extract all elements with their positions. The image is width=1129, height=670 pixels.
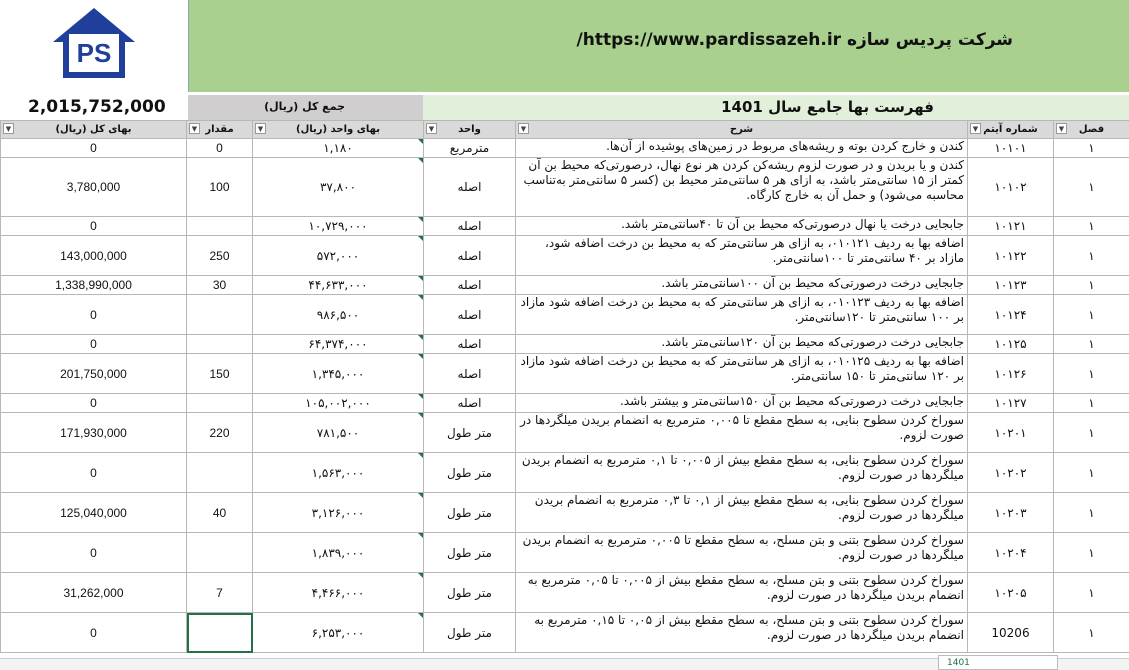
cell-chapter[interactable]: ۱ [1054, 613, 1129, 653]
cell-uom[interactable]: متر طول [424, 533, 516, 573]
cell-description[interactable]: سوراخ کردن سطوح بتنی و بتن مسلح، به سطح مقطع بیش از ۰,۰۰۵ تا ۰,۰۵ مترمربع به انضمام بریدن میلگردها در صورت لزوم. [516, 573, 968, 613]
grand-total-label[interactable]: جمع کل (ریال) [188, 95, 423, 120]
cell-total[interactable]: 0 [1, 295, 187, 335]
column-header-code[interactable]: شماره آیتم ▼ [968, 121, 1054, 139]
cell-item-code[interactable]: ۱۰۲۰۵ [968, 573, 1054, 613]
cell-unit-price[interactable]: ۳,۱۲۶,۰۰۰ [253, 493, 424, 533]
cell-chapter[interactable]: ۱ [1054, 413, 1129, 453]
cell-total[interactable]: 0 [1, 139, 187, 158]
column-header-chapter[interactable]: فصل ▼ [1054, 121, 1129, 139]
table-row [1, 413, 1129, 453]
cell-uom[interactable]: اصله [424, 158, 516, 217]
cell-chapter[interactable]: ۱ [1054, 354, 1129, 394]
cell-description[interactable]: سوراخ کردن سطوح بتنی و بتن مسلح، به سطح مقطع تا ۰,۰۰۵ مترمربع به انضمام بریدن میلگردها در صورت لزوم. [516, 533, 968, 573]
cell-chapter[interactable]: ۱ [1054, 236, 1129, 276]
cell-qty[interactable] [187, 394, 253, 413]
cell-item-code[interactable]: ۱۰۱۰۱ [968, 139, 1054, 158]
cell-unit-price[interactable]: ۹۸۶,۵۰۰ [253, 295, 424, 335]
cell-description[interactable]: کندن و خارج کردن بوته و ریشه‌های مربوط در زمین‌های پوشیده از آن‌ها. [516, 139, 968, 158]
cell-total[interactable]: 171,930,000 [1, 413, 187, 453]
cell-chapter[interactable]: ۱ [1054, 139, 1129, 158]
cell-total[interactable]: 201,750,000 [1, 354, 187, 394]
filter-dropdown-icon[interactable]: ▼ [1056, 123, 1067, 134]
cell-chapter[interactable]: ۱ [1054, 573, 1129, 613]
cell-unit-price[interactable]: ۱,۵۶۳,۰۰۰ [253, 453, 424, 493]
cell-uom[interactable]: اصله [424, 236, 516, 276]
cell-description[interactable]: سوراخ کردن سطوح بنایی، به سطح مقطع بیش از ۰,۰۰۵ تا ۰,۱ مترمربع به انضمام بریدن میلگردها در صورت لزوم. [516, 453, 968, 493]
cell-chapter[interactable]: ۱ [1054, 493, 1129, 533]
cell-unit-price[interactable]: ۵۷۲,۰۰۰ [253, 236, 424, 276]
table-row [1, 573, 1129, 613]
filter-dropdown-icon[interactable]: ▼ [970, 123, 981, 134]
cell-qty[interactable] [187, 335, 253, 354]
cell-qty[interactable] [187, 613, 253, 653]
cell-unit-price[interactable]: ۶۴,۳۷۴,۰۰۰ [253, 335, 424, 354]
filter-dropdown-icon[interactable]: ▼ [426, 123, 437, 134]
cell-uom[interactable]: متر طول [424, 613, 516, 653]
cell-qty[interactable]: 250 [187, 236, 253, 276]
cell-chapter[interactable]: ۱ [1054, 295, 1129, 335]
cell-qty[interactable]: 40 [187, 493, 253, 533]
table-row [1, 236, 1129, 276]
cell-item-code[interactable]: ۱۰۲۰۲ [968, 453, 1054, 493]
cell-qty[interactable] [187, 217, 253, 236]
cell-chapter[interactable]: ۱ [1054, 158, 1129, 217]
cell-unit-price[interactable]: ۳۷,۸۰۰ [253, 158, 424, 217]
cell-uom[interactable]: مترمربع [424, 139, 516, 158]
cell-total[interactable]: 0 [1, 533, 187, 573]
cell-qty[interactable]: 30 [187, 276, 253, 295]
cell-uom[interactable]: متر طول [424, 573, 516, 613]
cell-description[interactable]: جابجایی درخت درصورتی‌که محیط بن آن ۱۲۰سانتی‌متر باشد. [516, 335, 968, 354]
cell-item-code[interactable]: ۱۰۱۲۲ [968, 236, 1054, 276]
cell-unit-price[interactable]: ۴۴,۶۳۳,۰۰۰ [253, 276, 424, 295]
cell-uom[interactable]: متر طول [424, 413, 516, 453]
cell-item-code[interactable]: 10206 [968, 613, 1054, 653]
cell-item-code[interactable]: ۱۰۱۲۳ [968, 276, 1054, 295]
price-table [0, 120, 1129, 653]
cell-unit-price[interactable]: ۱۰,۷۲۹,۰۰۰ [253, 217, 424, 236]
cell-unit-price[interactable]: ۱,۳۴۵,۰۰۰ [253, 354, 424, 394]
cell-description[interactable]: اضافه بها به ردیف ۰۱۰۱۲۱، به ازای هر سانتی‌متر که به محیط بن درخت اضافه شود، مازاد بر ۴۰ سانتی‌متر تا ۱۰۰سانتی‌متر. [516, 236, 968, 276]
cell-item-code[interactable]: ۱۰۱۲۱ [968, 217, 1054, 236]
cell-total[interactable]: 0 [1, 453, 187, 493]
cell-chapter[interactable]: ۱ [1054, 335, 1129, 354]
table-row [1, 453, 1129, 493]
column-header-unit-price[interactable]: بهای واحد (ریال) ▼ [253, 121, 424, 139]
column-header-qty[interactable]: مقدار ▼ [187, 121, 253, 139]
cell-description[interactable]: کندن و یا بریدن و در صورت لزوم ریشه‌کن کردن هر نوع نهال، درصورتی‌که محیط بن آن کمتر از ۱۵ سانتی‌متر باشد، به ازای هر ۵ سانتی‌متر محیط بن (کسر ۵ سانتی‌متر به‌تناسب محاسبه می‌شود) و حمل آن به خارج کارگاه. [516, 158, 968, 217]
filter-dropdown-icon[interactable]: ▼ [3, 123, 14, 134]
table-row [1, 276, 1129, 295]
cell-description[interactable]: سوراخ کردن سطوح بنایی، به سطح مقطع بیش از ۰,۱ تا ۰,۳ مترمربع به انضمام بریدن میلگردها در صورت لزوم. [516, 493, 968, 533]
cell-description[interactable]: سوراخ کردن سطوح بنایی، به سطح مقطع تا ۰,۰۰۵ مترمربع به انضمام برید‌ن میلگردها در صورت لزوم. [516, 413, 968, 453]
cell-item-code[interactable]: ۱۰۱۲۵ [968, 335, 1054, 354]
table-row [1, 533, 1129, 573]
column-header-total[interactable]: بهای کل (ریال) ▼ [1, 121, 187, 139]
header-row [1, 121, 1129, 139]
grand-total-value[interactable]: 2,015,752,000 [28, 97, 166, 117]
cell-qty[interactable] [187, 533, 253, 573]
cell-chapter[interactable]: ۱ [1054, 533, 1129, 573]
cell-unit-price[interactable]: ۱,۸۳۹,۰۰۰ [253, 533, 424, 573]
table-row [1, 613, 1129, 653]
filter-dropdown-icon[interactable]: ▼ [189, 123, 200, 134]
cell-qty[interactable] [187, 295, 253, 335]
cell-chapter[interactable]: ۱ [1054, 394, 1129, 413]
cell-uom[interactable]: اصله [424, 394, 516, 413]
column-header-uom[interactable]: واحد ▼ [424, 121, 516, 139]
logo-area [0, 0, 188, 92]
cell-description[interactable]: اضافه بها به ردیف ۰۱۰۱۲۵، به ازای هر سانتی‌متر که به محیط بن درخت اضافه شود مازاد بر ۱۲۰ سانتی‌متر تا ۱۵۰ سانتی‌متر. [516, 354, 968, 394]
logo-text: PS [76, 38, 112, 68]
cell-unit-price[interactable]: ۷۸۱,۵۰۰ [253, 413, 424, 453]
price-list-title[interactable]: فهرست بها جامع سال 1401 [423, 95, 1129, 120]
cell-item-code[interactable]: ۱۰۲۰۴ [968, 533, 1054, 573]
cell-item-code[interactable]: ۱۰۲۰۱ [968, 413, 1054, 453]
cell-item-code[interactable]: ۱۰۱۲۷ [968, 394, 1054, 413]
table-row [1, 335, 1129, 354]
cell-total[interactable]: 143,000,000 [1, 236, 187, 276]
table-row [1, 394, 1129, 413]
cell-uom[interactable]: متر طول [424, 493, 516, 533]
cell-qty[interactable]: 7 [187, 573, 253, 613]
cell-chapter[interactable]: ۱ [1054, 453, 1129, 493]
cell-qty[interactable] [187, 453, 253, 493]
cell-uom[interactable]: اصله [424, 217, 516, 236]
column-header-desc[interactable]: شرح ▼ [516, 121, 968, 139]
cell-uom[interactable]: اصله [424, 276, 516, 295]
table-row [1, 354, 1129, 394]
cell-description[interactable]: سوراخ کردن سطوح بتنی و بتن مسلح، به سطح مقطع بیش از ۰,۰۵ تا ۰,۱۵ مترمربع به انضمام بریدن میلگردها در صورت لزوم. [516, 613, 968, 653]
cell-item-code[interactable]: ۱۰۱۰۲ [968, 158, 1054, 217]
cell-chapter[interactable]: ۱ [1054, 276, 1129, 295]
company-logo-icon [49, 4, 139, 84]
cell-qty[interactable]: 100 [187, 158, 253, 217]
cell-description[interactable]: اضافه بها به ردیف ۰۱۰۱۲۳، به ازای هر سانتی‌متر که به محیط بن درخت اضافه شود مازاد بر ۱۰۰ سانتی‌متر تا ۱۲۰سانتی‌متر. [516, 295, 968, 335]
company-title: شرکت پردیس سازه https://www.pardissazeh.ir/ [576, 30, 1013, 50]
cell-uom[interactable]: اصله [424, 295, 516, 335]
table-row [1, 158, 1129, 217]
table-row [1, 139, 1129, 158]
cell-unit-price[interactable]: ۴,۴۶۶,۰۰۰ [253, 573, 424, 613]
cell-description[interactable]: جابجایی درخت درصورتی‌که محیط بن آن ۱۵۰سانتی‌متر و بیشتر باشد. [516, 394, 968, 413]
cell-total[interactable]: 0 [1, 217, 187, 236]
cell-total[interactable]: 0 [1, 394, 187, 413]
table-row [1, 217, 1129, 236]
filter-dropdown-icon[interactable]: ▼ [518, 123, 529, 134]
cell-total[interactable]: 125,040,000 [1, 493, 187, 533]
cell-unit-price[interactable]: ۱,۱۸۰ [253, 139, 424, 158]
cell-total[interactable]: 3,780,000 [1, 158, 187, 217]
cell-total[interactable]: 0 [1, 613, 187, 653]
cell-unit-price[interactable]: ۱۰۵,۰۰۲,۰۰۰ [253, 394, 424, 413]
filter-dropdown-icon[interactable]: ▼ [255, 123, 266, 134]
cell-description[interactable]: جابجایی درخت یا نهال درصورتی‌که محیط بن آن تا ۴۰سانتی‌متر باشد. [516, 217, 968, 236]
cell-item-code[interactable]: ۱۰۱۲۴ [968, 295, 1054, 335]
sheet-tab[interactable]: 1401 [938, 655, 1058, 670]
cell-uom[interactable]: اصله [424, 354, 516, 394]
cell-item-code[interactable]: ۱۰۱۲۶ [968, 354, 1054, 394]
cell-uom[interactable]: متر طول [424, 453, 516, 493]
cell-chapter[interactable]: ۱ [1054, 217, 1129, 236]
cell-total[interactable]: 0 [1, 335, 187, 354]
cell-qty[interactable]: 150 [187, 354, 253, 394]
cell-item-code[interactable]: ۱۰۲۰۳ [968, 493, 1054, 533]
table-row [1, 295, 1129, 335]
cell-uom[interactable]: اصله [424, 335, 516, 354]
cell-unit-price[interactable]: ۶,۲۵۳,۰۰۰ [253, 613, 424, 653]
cell-total[interactable]: 31,262,000 [1, 573, 187, 613]
table-row [1, 493, 1129, 533]
cell-qty[interactable]: 220 [187, 413, 253, 453]
cell-description[interactable]: جابجایی درخت درصورتی‌که محیط بن آن ۱۰۰سانتی‌متر باشد. [516, 276, 968, 295]
cell-total[interactable]: 1,338,990,000 [1, 276, 187, 295]
cell-qty[interactable]: 0 [187, 139, 253, 158]
